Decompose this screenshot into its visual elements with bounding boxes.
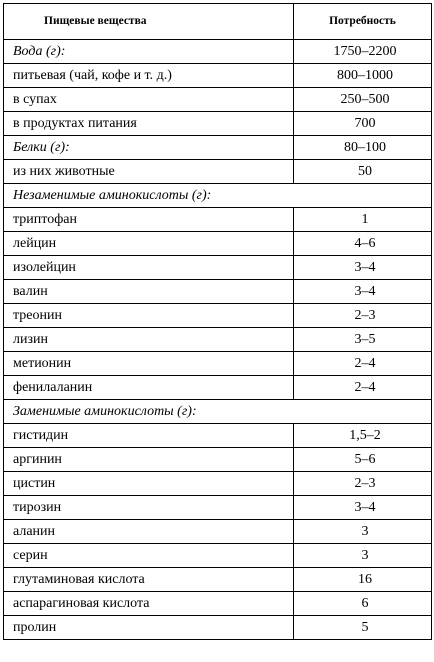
requirement-value: 3–5 <box>294 328 432 352</box>
table-row <box>4 544 432 568</box>
requirement-value: 250–500 <box>294 88 432 112</box>
requirement-value: 1,5–2 <box>294 424 432 448</box>
table-row <box>4 424 432 448</box>
nutrient-name: аргинин <box>4 448 294 472</box>
table-row <box>4 568 432 592</box>
nutrient-name: аланин <box>4 520 294 544</box>
column-header-nutrients: Пищевые вещества <box>4 4 294 40</box>
requirement-value: 4–6 <box>294 232 432 256</box>
nutrient-name: пролин <box>4 616 294 640</box>
requirement-value: 2–4 <box>294 376 432 400</box>
requirement-value: 3–4 <box>294 496 432 520</box>
nutrient-name: Белки (г): <box>4 136 294 160</box>
table-row <box>4 328 432 352</box>
nutrient-name: аспарагиновая кислота <box>4 592 294 616</box>
nutrient-name: глутаминовая кислота <box>4 568 294 592</box>
requirement-value: 50 <box>294 160 432 184</box>
table-row <box>4 280 432 304</box>
nutrient-name: треонин <box>4 304 294 328</box>
requirement-value: 1 <box>294 208 432 232</box>
table-row <box>4 304 432 328</box>
header-row <box>4 4 432 40</box>
requirement-value: 16 <box>294 568 432 592</box>
requirement-value: 3–4 <box>294 280 432 304</box>
nutrient-name: Вода (г): <box>4 40 294 64</box>
table-row <box>4 88 432 112</box>
section-row <box>4 184 432 208</box>
table-row <box>4 256 432 280</box>
nutrient-name: валин <box>4 280 294 304</box>
section-heading: Незаменимые аминокислоты (г): <box>4 184 432 208</box>
table-row <box>4 208 432 232</box>
table-row <box>4 40 432 64</box>
requirement-value: 2–3 <box>294 472 432 496</box>
requirement-value: 800–1000 <box>294 64 432 88</box>
section-heading: Заменимые аминокислоты (г): <box>4 400 432 424</box>
nutrient-name: в продуктах питания <box>4 112 294 136</box>
nutrient-name: лейцин <box>4 232 294 256</box>
requirement-value: 2–4 <box>294 352 432 376</box>
requirement-value: 700 <box>294 112 432 136</box>
nutrient-name: триптофан <box>4 208 294 232</box>
nutrient-name: фенилаланин <box>4 376 294 400</box>
nutrient-name: серин <box>4 544 294 568</box>
nutrient-name: питьевая (чай, кофе и т. д.) <box>4 64 294 88</box>
table-row <box>4 112 432 136</box>
table-row <box>4 232 432 256</box>
requirement-value: 5–6 <box>294 448 432 472</box>
requirement-value: 6 <box>294 592 432 616</box>
nutrient-name: в супах <box>4 88 294 112</box>
table-row <box>4 592 432 616</box>
table-row <box>4 160 432 184</box>
nutrient-name: цистин <box>4 472 294 496</box>
requirement-value: 5 <box>294 616 432 640</box>
requirement-value: 2–3 <box>294 304 432 328</box>
requirement-value: 1750–2200 <box>294 40 432 64</box>
requirement-value: 3 <box>294 544 432 568</box>
table-body <box>4 40 432 640</box>
table-row <box>4 64 432 88</box>
nutrition-table <box>3 3 432 640</box>
requirement-value: 80–100 <box>294 136 432 160</box>
column-header-requirement: Потребность <box>294 4 432 40</box>
table-row <box>4 520 432 544</box>
table-row <box>4 616 432 640</box>
nutrient-name: тирозин <box>4 496 294 520</box>
table-row <box>4 136 432 160</box>
table-row <box>4 448 432 472</box>
nutrient-name: изолейцин <box>4 256 294 280</box>
section-row <box>4 400 432 424</box>
table-row <box>4 472 432 496</box>
requirement-value: 3–4 <box>294 256 432 280</box>
table-header <box>4 4 432 40</box>
nutrient-name: гистидин <box>4 424 294 448</box>
table-row <box>4 352 432 376</box>
nutrient-name: метионин <box>4 352 294 376</box>
table-row <box>4 496 432 520</box>
requirement-value: 3 <box>294 520 432 544</box>
nutrient-name: из них животные <box>4 160 294 184</box>
table-row <box>4 376 432 400</box>
nutrient-name: лизин <box>4 328 294 352</box>
